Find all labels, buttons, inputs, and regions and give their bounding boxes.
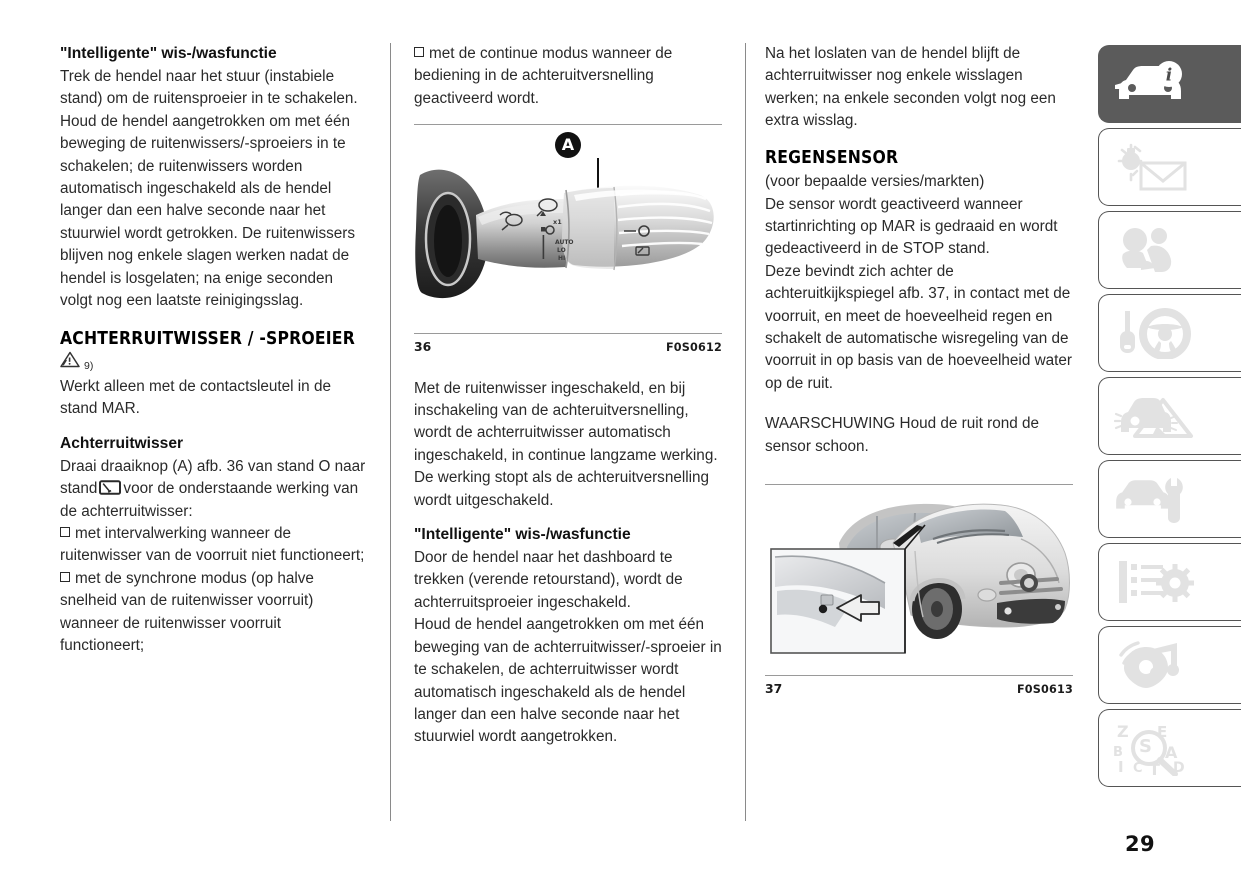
infotainment-music-icon xyxy=(1113,639,1187,691)
figure-37-number: 37 xyxy=(765,681,783,696)
bullet-c1-1 xyxy=(60,523,368,568)
text-column-3 xyxy=(765,43,1073,701)
sidebar-item-emergency[interactable] xyxy=(1098,377,1241,455)
column-divider-1 xyxy=(390,43,391,821)
bullet-c1-2 xyxy=(60,568,368,658)
figure-37 xyxy=(765,485,1073,675)
square-bullet-icon xyxy=(414,47,424,57)
figure-36-callout-a: A xyxy=(555,132,581,158)
svg-text:A: A xyxy=(1165,743,1178,762)
sidebar-item-starting-driving[interactable] xyxy=(1098,294,1241,372)
paragraph-c3-2: (voor bepaalde versies/markten) xyxy=(765,173,985,191)
paragraph-c1-2: Houd de hendel aangetrokken om met één beweging de ruitenwissers/-sproeiers in te schakelen; de ruitenwissers worden automatisch ingeschakeld als de hendel langer dan een halve seconde naar het stuurwiel wordt getrokken. De ruitenwissers blijven nog enkele slagen werken nadat de hendel is losgelaten; na enige seconden volgt nog een laatste reinigingsslag. xyxy=(60,112,356,310)
svg-text:i: i xyxy=(1165,65,1173,86)
svg-text:C: C xyxy=(1133,761,1143,776)
svg-text:x1: x1 xyxy=(553,218,562,227)
sidebar-item-dashboard[interactable] xyxy=(1098,128,1241,206)
svg-text:B: B xyxy=(1113,745,1123,760)
footnote-number: 9) xyxy=(84,359,94,372)
safety-airbag-icon xyxy=(1113,224,1187,276)
paragraph-c1-1: Trek de hendel naar het stuur (instabiele stand) om de ruitensproeier in te schakelen. xyxy=(60,68,358,108)
wiper-stalk-lever-illustration xyxy=(414,143,722,318)
key-steering-wheel-icon xyxy=(1113,307,1193,359)
paragraph-c1-4-before: Draai draaiknop (A) afb. 36 van stand O naar stand xyxy=(60,457,366,498)
sidebar-item-technical-data[interactable] xyxy=(1098,543,1241,621)
dashboard-mail-icon xyxy=(1113,141,1193,193)
paragraph-c3-4: Deze bevindt zich achter de achteruitkijkspiegel afb. 37, in contact met de voorruit, en meet de hoeveelheid regen en schakelt de automatische wisregeling van de voorruit in op basis van de hoeveelheid water op de ruit. xyxy=(765,262,1072,392)
bullet-c2-1-text: met de continue modus wanneer de bediening in de achteruitversnelling geactiveerd wordt. xyxy=(414,45,673,107)
square-bullet-icon xyxy=(60,572,70,582)
fiat-500-rain-sensor-location-illustration xyxy=(765,491,1073,677)
paragraph-c1-3: Werkt alleen met de contactsleutel in de stand MAR. xyxy=(60,377,331,418)
car-info-icon xyxy=(1113,61,1187,107)
bullet-c2-1 xyxy=(414,43,722,110)
figure-37-caption xyxy=(765,676,1073,701)
sidebar-item-maintenance[interactable] xyxy=(1098,460,1241,538)
paragraph-c2-1: Met de ruitenwisser ingeschakeld, en bij inschakeling van de achteruitversnelling, wordt de achterruitwisser automatisch ingeschakeld, in continue langzame werking. De werking stopt als de achteruitversnelling wordt uitgeschakeld. xyxy=(414,379,718,509)
rear-wiper-icon xyxy=(99,480,121,495)
square-bullet-icon xyxy=(60,527,70,537)
svg-text:AUTO: AUTO xyxy=(555,239,574,247)
paragraph-c1-4-after: voor de onderstaande werking van de achterruitwisser: xyxy=(60,480,359,520)
warning-triangle-icon xyxy=(60,351,80,375)
paragraph-c2-3: Houd de hendel aangetrokken om met één beweging van de achterruitwisser/-sproeier in te schakelen, de achterruitwisser wordt automatisch ingeschakeld als de hendel langer dan een halve seconde naar het stuurwiel wordt aangetrokken. xyxy=(414,616,722,746)
svg-text:D: D xyxy=(1173,760,1185,776)
sidebar-item-safety[interactable] xyxy=(1098,211,1241,289)
page-number: 29 xyxy=(1125,832,1156,856)
figure-36-caption xyxy=(414,334,722,359)
paragraph-c3-3: De sensor wordt geactiveerd wanneer startinrichting op MAR is gedraaid en wordt gedeactiveerd in de STOP stand. xyxy=(765,195,1058,258)
warning-text-c3: WAARSCHUWING Houd de ruit rond de sensor schoon. xyxy=(765,415,1040,455)
emergency-warning-icon xyxy=(1113,390,1195,442)
paragraph-c1-4 xyxy=(60,456,368,523)
list-gear-icon xyxy=(1113,557,1195,607)
alphabetical-index-icon xyxy=(1113,720,1197,776)
column-divider-2 xyxy=(745,43,746,821)
figure-36 xyxy=(414,125,722,333)
bullet-c1-1-text: met intervalwerking wanneer de ruitenwisser van de voorruit niet functioneert; xyxy=(60,525,365,565)
svg-text:S: S xyxy=(1139,736,1152,757)
svg-text:I: I xyxy=(1118,758,1124,776)
figure-36-number: 36 xyxy=(414,339,432,355)
sidebar-item-multimedia[interactable] xyxy=(1098,626,1241,704)
figure-37-code: F0S0613 xyxy=(1016,683,1073,696)
sidebar-item-alphabetical-index[interactable] xyxy=(1098,709,1241,787)
text-column-2 xyxy=(414,43,722,749)
heading-achterruitwisser: Achterruitwisser xyxy=(60,434,184,452)
paragraph-c2-2: Door de hendel naar het dashboard te trekken (verende retourstand), wordt de achterruitsproeier ingeschakeld. xyxy=(414,549,683,611)
heading-regensensor: REGENSENSOR xyxy=(765,147,899,168)
svg-text:HI: HI xyxy=(558,255,566,263)
footnote-reference xyxy=(60,353,368,375)
heading-intelligent-wipe-wash: "Intelligente" wis-/wasfunctie xyxy=(60,45,277,62)
paragraph-c3-1: Na het loslaten van de hendel blijft de achterruitwisser nog enkele wisslagen werken; na enkele seconden volgt nog een extra wisslag. xyxy=(765,45,1056,130)
svg-text:T: T xyxy=(1149,760,1160,776)
bullet-c1-2-text: met de synchrone modus (op halve snelheid van de ruitenwisser voorruit) wanneer de ruitenwisser voorruit functioneert; xyxy=(60,569,314,655)
figure-36-code: F0S0612 xyxy=(665,341,722,355)
text-column-1 xyxy=(60,43,368,657)
heading-c2-intelligent-wipe-wash: "Intelligente" wis-/wasfunctie xyxy=(414,526,631,544)
svg-text:LO: LO xyxy=(557,247,566,255)
section-tabs xyxy=(1098,45,1241,792)
svg-text:Z: Z xyxy=(1117,722,1129,741)
car-wrench-icon xyxy=(1113,474,1191,524)
heading-rear-wiper-washer: ACHTERRUITWISSER / -SPROEIER xyxy=(60,329,355,350)
sidebar-item-car-info[interactable] xyxy=(1098,45,1241,123)
svg-text:E: E xyxy=(1157,723,1168,741)
